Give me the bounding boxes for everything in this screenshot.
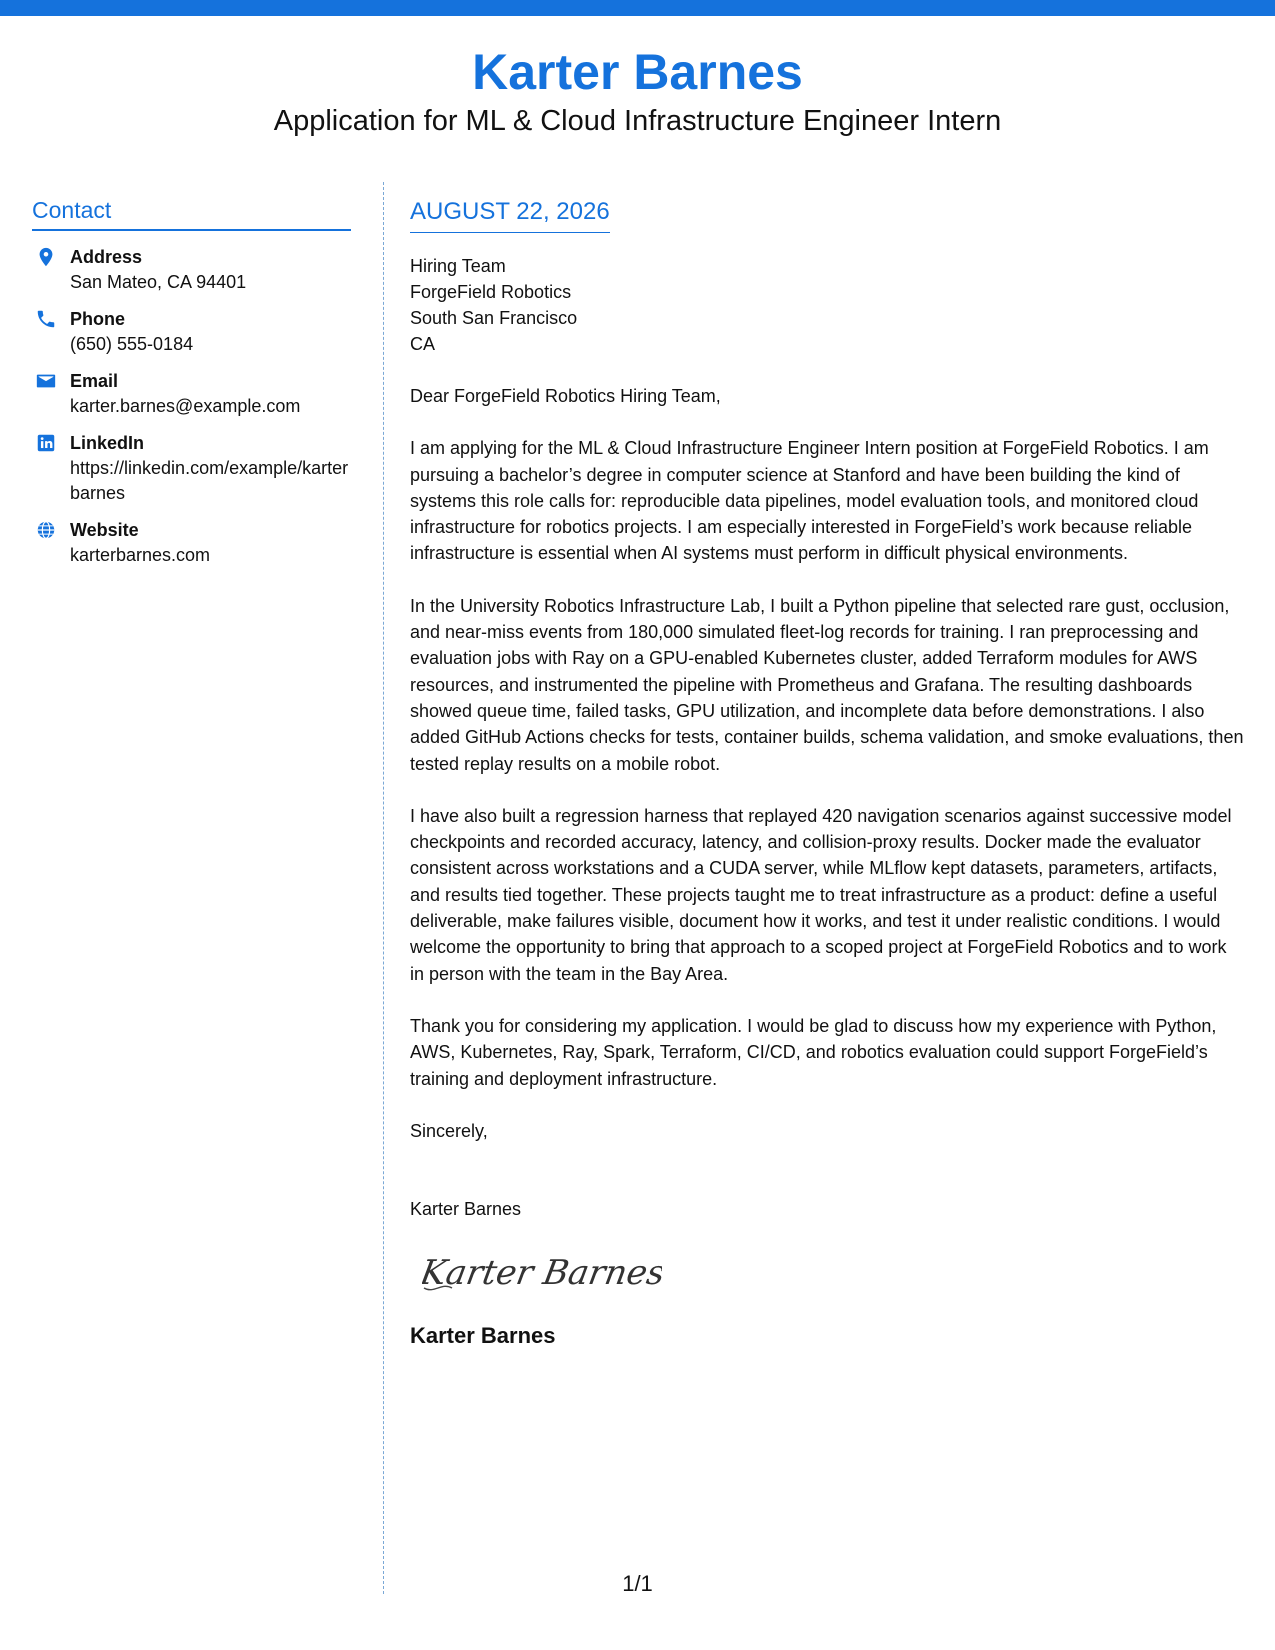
contact-label: Website bbox=[70, 520, 139, 540]
contact-sidebar bbox=[32, 195, 351, 580]
linkedin-link[interactable]: https://linkedin.com/example/karterbarnes bbox=[70, 458, 349, 503]
contact-label: LinkedIn bbox=[70, 433, 145, 453]
body-paragraph: In the University Robotics Infrastructure Lab, I built a Python pipeline that selected rare gust, occlusion, and near-miss events from 180,000 simulated fleet-log records for training. I ran preprocessing and evaluation jobs with Ray on a GPU-enabled Kubernetes cluster, added Terraform modules for AWS resources, and instrumented the pipeline with Prometheus and Grafana. The resulting dashboards showed queue time, failed tasks, GPU utilization, and incomplete data before demonstrations. I also added GitHub Actions checks for tests, container builds, schema validation, and smoke evaluations, then tested replay results on a mobile robot. bbox=[410, 595, 1244, 774]
contact-item-website bbox=[32, 518, 351, 568]
body-paragraph: I have also built a regression harness that replayed 420 navigation scenarios against successive model checkpoints and recorded accuracy, latency, and collision-proxy results. Docker made the evaluator consistent across workstations and a CUDA server, while MLflow kept datasets, parameters, artifacts, and results tied together. These projects taught me to treat infrastructure as a product: define a useful deliverable, make failures visible, document how it works, and test it under realistic conditions. I would welcome the opportunity to bring that approach to a scoped project at ForgeField Robotics and to work in person with the team in the Bay Area. bbox=[410, 805, 1232, 984]
page-number: 1/1 bbox=[622, 1571, 653, 1596]
website-link[interactable]: karterbarnes.com bbox=[70, 545, 211, 565]
signature-name-label: Karter Barnes bbox=[410, 1322, 556, 1348]
document-header bbox=[0, 40, 1275, 140]
handwritten-signature bbox=[422, 1244, 662, 1304]
closing: Sincerely, bbox=[410, 1120, 488, 1141]
linkedin-icon bbox=[35, 432, 57, 454]
column-divider bbox=[383, 182, 384, 1594]
phone-value: (650) 555-0184 bbox=[70, 334, 194, 354]
location-pin-icon bbox=[35, 246, 57, 268]
contact-item-email bbox=[32, 369, 351, 419]
recipient-line: ForgeField Robotics bbox=[410, 282, 572, 302]
email-icon bbox=[35, 370, 57, 392]
salutation: Dear ForgeField Robotics Hiring Team, bbox=[410, 386, 721, 406]
email-link[interactable]: karter.barnes@example.com bbox=[70, 396, 301, 416]
body-paragraph: Thank you for considering my application. I would be glad to discuss how my experience with Python, AWS, Kubernetes, Ray, Spark, Terraform, CI/CD, and robotics evaluation could support ForgeField’s training and deployment infrastructure. bbox=[410, 1015, 1217, 1089]
application-subtitle: Application for ML & Cloud Infrastructure Engineer Intern bbox=[273, 105, 1002, 137]
phone-icon bbox=[35, 308, 57, 330]
recipient-block bbox=[410, 253, 1245, 357]
address-value: San Mateo, CA 94401 bbox=[70, 272, 247, 292]
contact-list bbox=[32, 245, 351, 568]
letter-body bbox=[410, 196, 1245, 1350]
recipient-line: CA bbox=[410, 334, 436, 354]
contact-item-linkedin bbox=[32, 431, 351, 506]
letter-date: AUGUST 22, 2026 bbox=[410, 196, 610, 233]
contact-item-address bbox=[32, 245, 351, 295]
globe-icon bbox=[35, 519, 57, 541]
contact-item-phone bbox=[32, 307, 351, 357]
signer-name: Karter Barnes bbox=[410, 1199, 522, 1220]
recipient-line: South San Francisco bbox=[410, 308, 578, 328]
signature-text: Karter Barnes bbox=[422, 1253, 662, 1294]
top-accent-bar bbox=[0, 0, 1275, 16]
recipient-line: Hiring Team bbox=[410, 256, 506, 276]
contact-heading: Contact bbox=[32, 195, 351, 231]
body-paragraph: I am applying for the ML & Cloud Infrastructure Engineer Intern position at ForgeField Robotics. I am pursuing a bachelor’s degree in computer science at Stanford and have been building the kind of systems this role calls for: reproducible data pipelines, model evaluation tools, and monitored cloud infrastructure for robotics projects. I am especially interested in ForgeField’s work because reliable infrastructure is essential when AI systems must perform in difficult physical environments. bbox=[410, 438, 1209, 564]
contact-label: Phone bbox=[70, 309, 126, 329]
contact-label: Email bbox=[70, 371, 119, 391]
contact-label: Address bbox=[70, 247, 143, 267]
applicant-name-heading: Karter Barnes bbox=[472, 44, 803, 100]
